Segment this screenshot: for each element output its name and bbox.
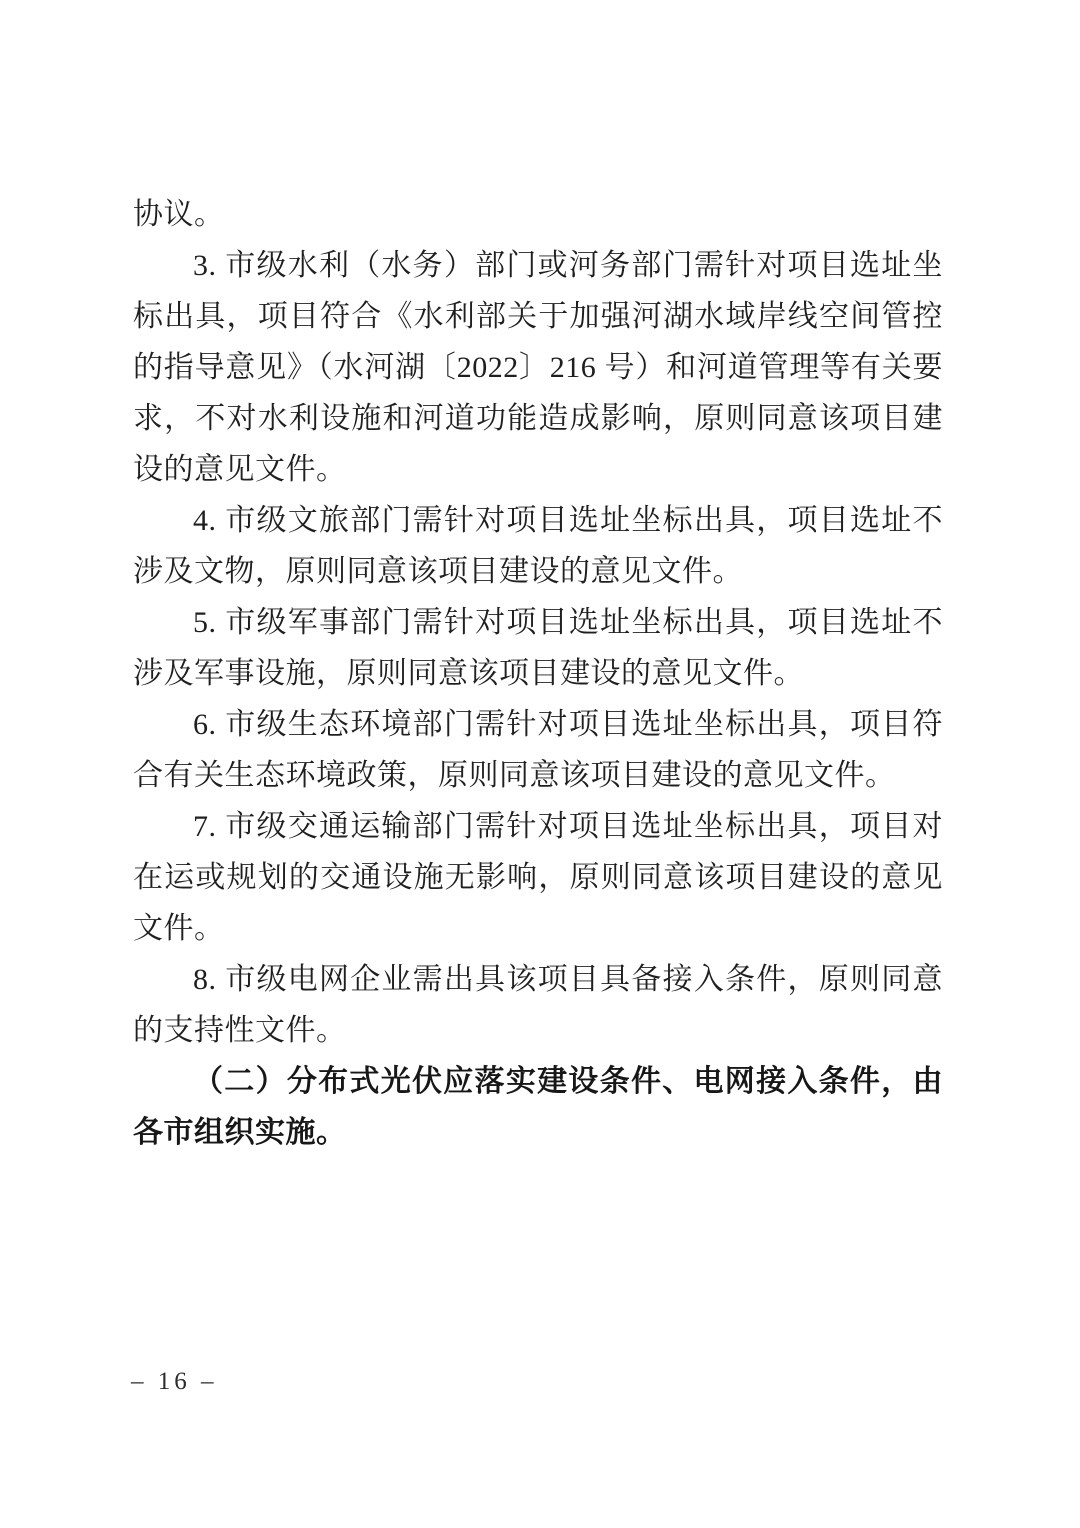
paragraph-item-3: 3. 市级水利（水务）部门或河务部门需针对项目选址坐标出具，项目符合《水利部关于加强河湖水域岸线空间管控的指导意见》（水河湖〔2022〕216 号）和河道管理等有关要求，不对水利设施和河道功能造成影响，原则同意该项目建设的意见文件。: [133, 249, 943, 486]
paragraph-item-7: 7. 市级交通运输部门需针对项目选址坐标出具，项目对在运或规划的交通设施无影响，原则同意该项目建设的意见文件。: [133, 810, 943, 945]
document-body: [133, 189, 943, 1158]
paragraph-section-2: （二）分布式光伏应落实建设条件、电网接入条件，由各市组织实施。: [133, 1065, 943, 1149]
paragraph-item-5: 5. 市级军事部门需针对项目选址坐标出具，项目选址不涉及军事设施，原则同意该项目建设的意见文件。: [133, 606, 943, 690]
paragraph-item-6: 6. 市级生态环境部门需针对项目选址坐标出具，项目符合有关生态环境政策，原则同意该项目建设的意见文件。: [133, 708, 943, 792]
paragraph-continuation: 协议。: [133, 198, 225, 231]
page-number: – 16 –: [131, 1368, 218, 1395]
paragraph-item-4: 4. 市级文旅部门需针对项目选址坐标出具，项目选址不涉及文物，原则同意该项目建设的意见文件。: [133, 504, 943, 588]
paragraph-item-8: 8. 市级电网企业需出具该项目具备接入条件，原则同意的支持性文件。: [133, 963, 943, 1047]
